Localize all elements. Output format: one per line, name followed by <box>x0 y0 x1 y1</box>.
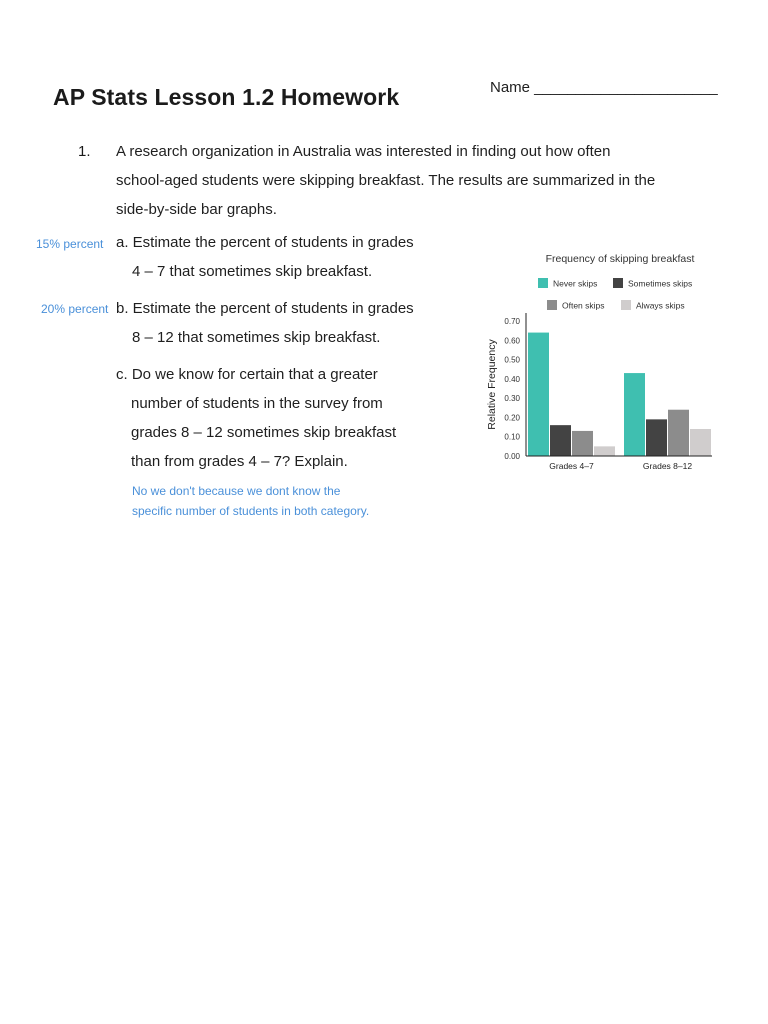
question-text-line-3: side-by-side bar graphs. <box>116 201 277 218</box>
legend-label-always-skips: Always skips <box>636 300 685 311</box>
bars <box>528 333 711 456</box>
bar-grades-4-7-never-skips <box>528 333 549 456</box>
answer-b: 20% percent <box>41 302 109 316</box>
answer-c-line-1: No we don't because we dont know the <box>132 484 341 498</box>
legend-swatch-sometimes-skips <box>613 278 623 288</box>
y-tick-label: 0.60 <box>504 336 520 346</box>
legend-swatch-often-skips <box>547 300 557 310</box>
y-axis <box>486 313 526 461</box>
bar-grades-4-7-sometimes-skips <box>550 425 571 456</box>
y-tick-label: 0.00 <box>504 452 520 461</box>
chart-legend <box>538 278 692 311</box>
part-b-line-2: 8 – 12 that sometimes skip breakfast. <box>132 329 381 346</box>
chart-title: Frequency of skipping breakfast <box>545 253 695 265</box>
part-b-line-1: b. Estimate the percent of students in grades <box>116 300 414 317</box>
part-c-line-2: number of students in the survey from <box>131 395 383 412</box>
legend-label-sometimes-skips: Sometimes skips <box>628 278 693 289</box>
answer-c-line-2: specific number of students in both category. <box>132 504 370 518</box>
part-c-line-1: c. Do we know for certain that a greater <box>116 366 378 383</box>
part-a-line-1: a. Estimate the percent of students in grades <box>116 234 414 251</box>
y-tick-label: 0.70 <box>504 317 520 326</box>
legend-swatch-never-skips <box>538 278 548 288</box>
y-tick-label: 0.50 <box>504 355 520 365</box>
y-tick-label: 0.10 <box>504 432 520 442</box>
question-text-line-1: A research organization in Australia was interested in finding out how often <box>116 143 611 160</box>
part-c-line-4: than from grades 4 – 7? Explain. <box>131 453 348 470</box>
x-tick-label: Grades 4–7 <box>549 461 594 471</box>
bar-grades-4-7-always-skips <box>594 446 615 456</box>
part-c-line-3: grades 8 – 12 sometimes skip breakfast <box>131 424 397 441</box>
bar-grades-8-12-often-skips <box>668 410 689 456</box>
page-title: AP Stats Lesson 1.2 Homework <box>53 84 400 110</box>
y-axis-label: Relative Frequency <box>486 339 498 430</box>
answer-a: 15% percent <box>36 237 104 251</box>
legend-label-often-skips: Often skips <box>562 300 605 311</box>
y-tick-label: 0.30 <box>504 394 520 404</box>
bar-grades-8-12-sometimes-skips <box>646 419 667 456</box>
bar-grades-4-7-often-skips <box>572 431 593 456</box>
part-a-line-2: 4 – 7 that sometimes skip breakfast. <box>132 263 373 280</box>
legend-swatch-always-skips <box>621 300 631 310</box>
bar-grades-8-12-always-skips <box>690 429 711 456</box>
name-field-label: Name ______________________ <box>490 79 718 96</box>
bar-grades-8-12-never-skips <box>624 373 645 456</box>
legend-label-never-skips: Never skips <box>553 278 598 289</box>
question-text-line-2: school-aged students were skipping breakfast. The results are summarized in the <box>116 172 656 189</box>
bar-chart <box>480 246 720 476</box>
question-number: 1. <box>78 143 91 160</box>
x-tick-label: Grades 8–12 <box>642 461 693 471</box>
y-tick-label: 0.20 <box>504 413 520 423</box>
y-tick-label: 0.40 <box>504 374 520 384</box>
x-axis <box>526 456 712 471</box>
